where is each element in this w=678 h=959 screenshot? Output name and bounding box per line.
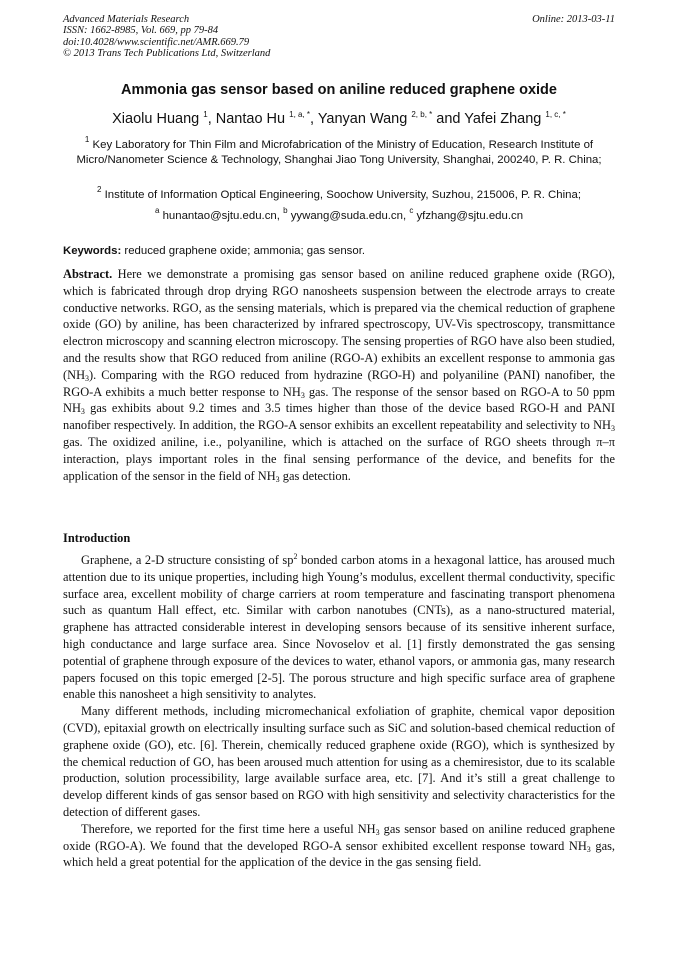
abstract [63,266,615,484]
abstract-text: Here we demonstrate a promising gas sensor based on aniline reduced graphene oxide (RGO), which is fabricated through drop drying RGO nanosheets suspension between the electrode arrays to create conductive networks. RGO, as the sensing materials, which is prepared via the chemical reduction of graphene oxide (GO) by aniline, has been characterized by infrared spectroscopy, UV-Vis spectroscopy, transmittance electron microscopy and scanning electron microscopy. The sensing properties of RGO have also been studied, and the results show that RGO reduced from aniline (RGO-A) exhibits an excellent response to ammonia gas (NH [63,267,615,382]
abstract-text: gas. The response of the sensor based on RGO-A to 50 ppm NH [63,384,616,416]
abstract-text: ). Comparing with the RGO reduced from hydrazine (RGO-H) and polyaniline (PANI) nanofiber, the RGO-A exhibits a much better response to NH [63,367,615,399]
subscript: 3 [586,844,591,854]
author-name: Nantao Hu [215,111,286,127]
author-affiliation-mark: 1 [203,110,208,119]
paragraph-text: Therefore, we reported for the first time here a useful NH [81,821,376,836]
introduction-body [63,552,615,871]
affiliation-number: 2 [97,185,102,194]
subscript: 3 [85,373,90,383]
online-date: Online: 2013-03-11 [532,14,615,25]
subscript: 3 [80,407,85,417]
section-heading-introduction: Introduction [63,531,131,545]
author-list [63,111,615,127]
email-mark: b [283,206,288,215]
email-list [63,206,615,224]
author-separator: and [432,111,465,127]
doi-line: doi:10.4028/www.scientific.net/AMR.669.79 [63,36,250,48]
issn-line: ISSN: 1662-8985, Vol. 669, pp 79-84 [63,25,219,37]
author-affiliation-mark: 1, c, * [545,110,566,119]
abstract-text: gas. The oxidized aniline, i.e., polyaniline, which is attached on the surface of RGO sheets through π–π interaction, plays important roles in the final sensing performance of the device, and benefits for the application of the sensor in the field of NH [63,434,615,483]
paragraph-text: gas, which held a great potential for the application of the device in the gas sensing field. [63,838,615,870]
author-affiliation-mark: 2, b, * [411,110,433,119]
author-affiliation-mark: 1, a, * [289,110,311,119]
affiliation-text: Key Laboratory for Thin Film and Microfabrication of the Ministry of Education, Research Institute of Micro/Nanometer Science & Technology, Shanghai Jiao Tong University, Shanghai, 200240, P. R. China; [76,139,602,166]
paragraph-text: gas sensor based on aniline reduced graphene oxide (RGO-A). We found that the developed RGO-A sensor exhibited excellent response toward NH [63,821,615,853]
email-mark: c [409,206,414,215]
paragraph: Many different methods, including micromechanical exfoliation of graphite, chemical vapor deposition (CVD), epitaxial growth on electrically insulting surface such as SiC and solution-based chemical reduction of graphene oxide (GO), etc. [6]. Therein, chemically reduced graphene oxide (RGO), which is synthesized by the chemical reduction of GO, has been aroused much attention for using as a chemiresistor, due to its scalable production, solution processibility, large available surface area, etc. [7]. And it’s still a great challenge to develop different kinds of gas sensor based on RGO with high sensitivity and selectivity characteristics for the detection of different gases. [63,704,615,819]
author-name: Xiaolu Huang [112,111,200,127]
email-address[interactable]: yywang@suda.edu.cn [290,210,403,222]
affiliation-1 [63,135,615,168]
copyright-line: © 2013 Trans Tech Publications Ltd, Switzerland [63,48,271,60]
keywords-label: Keywords: [63,245,122,257]
journal-name: Advanced Materials Research [63,14,190,25]
author-name: Yafei Zhang [464,111,542,127]
subscript: 3 [375,827,380,837]
journal-header [63,14,615,60]
email-address[interactable]: hunantao@sjtu.edu.cn [162,210,277,222]
affiliation-text: Institute of Information Optical Engineering, Soochow University, Suzhou, 215006, P. R. China; [104,189,581,201]
author-name: Yanyan Wang [317,111,408,127]
superscript: 2 [293,552,298,561]
abstract-text: gas exhibits about 9.2 times and 3.5 times higher than those of the device based RGO-H and PANI nanofiber respectively. In addition, the RGO-A sensor exhibits an excellent repeatability and selectivity to NH [63,401,615,433]
affiliation-number: 1 [84,135,90,144]
paragraph [63,552,615,703]
paragraph-text: bonded carbon atoms in a hexagonal lattice, has aroused much attention due to its unique properties, including high Young’s modulus, excellent thermal conductivity, specific surface area, excellent mobility of charge carriers at room temperature and fascinating transport phenomena such as quantum Hall effect, etc. Similar with carbon nanotubes (CNTs), as a nano-structured material, graphene has attracted considerable interest in developing sensors because of its sensitive inherent surface, high conductance and large surface area. Since Novoselov et al. [1] firstly demonstrated the gas sensing potential of graphene through exposure of the devices to water, ethanol vapors, or ammonia gas, many research papers focused on this topic emerged [2-5]. The porous structure and high specific surface area of graphene enable this nanosheet a high sensitivity to analytes. [63,553,615,702]
paragraph-text: Graphene, a 2-D structure consisting of sp [81,553,294,567]
email-address[interactable]: yfzhang@sjtu.edu.cn [416,210,524,222]
affiliation-2 [63,185,615,203]
paragraph [63,821,615,871]
keywords [63,245,615,257]
author-separator: , [310,111,318,127]
email-mark: a [154,206,160,215]
abstract-label: Abstract. [63,267,113,281]
email-separator: , [276,210,284,222]
subscript: 3 [275,474,280,484]
email-separator: , [402,210,410,222]
paper-title: Ammonia gas sensor based on aniline reduced graphene oxide [121,82,557,98]
subscript: 3 [300,390,305,400]
subscript: 3 [611,424,615,434]
keywords-text: reduced graphene oxide; ammonia; gas sensor. [124,245,366,257]
abstract-text: gas detection. [279,468,351,483]
author-separator: , [207,111,216,127]
